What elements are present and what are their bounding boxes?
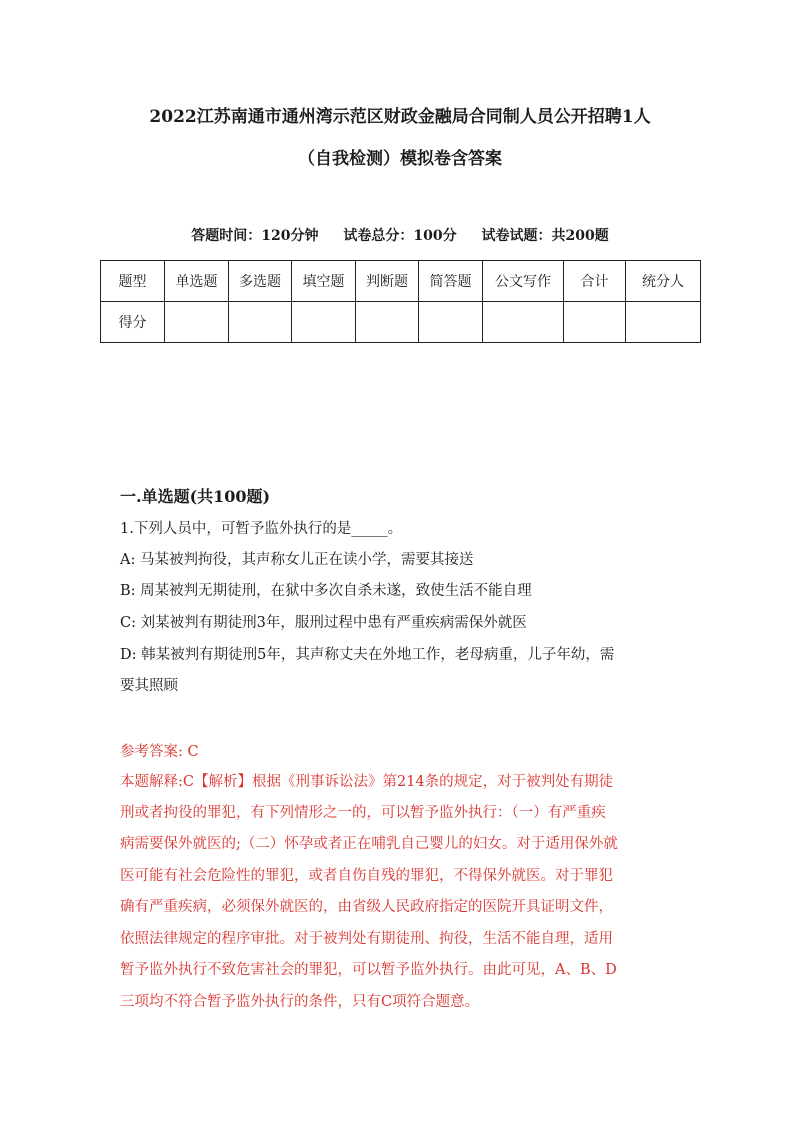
document-title-line-2: （自我检测）模拟卷含答案 <box>298 149 502 169</box>
score-table-header-row <box>101 261 701 302</box>
score-header-cell: 判断题 <box>356 261 419 302</box>
question-stem: 1.下列人员中，可暂予监外执行的是_____。 <box>120 521 403 537</box>
document-title-line-1: 2022江苏南通市通州湾示范区财政金融局合同制人员公开招聘1人 <box>149 107 651 127</box>
explanation-line: 医可能有社会危险性的罪犯，或者自伤自残的罪犯，不得保外就医。对于罪犯 <box>120 868 613 884</box>
score-cell-empty <box>626 302 701 343</box>
score-cell-empty <box>229 302 292 343</box>
option-d-continued: 要其照顾 <box>120 678 178 694</box>
section-heading: 一.单选题(共100题) <box>120 487 271 506</box>
option-b: B: 周某被判无期徒刑，在狱中多次自杀未遂，致使生活不能自理 <box>120 583 532 599</box>
answer-label: 参考答案: C <box>120 744 199 760</box>
option-c: C: 刘某被判有期徒刑3年，服刑过程中患有严重疾病需保外就医 <box>120 615 527 631</box>
score-table-score-row <box>101 302 701 343</box>
score-header-cell: 合计 <box>564 261 626 302</box>
exam-time: 答题时间：120分钟 <box>191 228 319 244</box>
explanation-line: 三项均不符合暂予监外执行的条件，只有C项符合题意。 <box>120 994 480 1010</box>
score-header-cell: 填空题 <box>292 261 356 302</box>
explanation-line: 本题解释:C【解析】根据《刑事诉讼法》第214条的规定，对于被判处有期徒 <box>120 774 614 790</box>
score-cell-empty <box>419 302 483 343</box>
score-row-label: 得分 <box>101 302 165 343</box>
score-cell-empty <box>165 302 229 343</box>
explanation-line: 依照法律规定的程序审批。对于被判处有期徒刑、拘役，生活不能自理，适用 <box>120 931 613 947</box>
option-d: D: 韩某被判有期徒刑5年，其声称丈夫在外地工作，老母病重，儿子年幼，需 <box>120 647 615 663</box>
score-header-cell: 统分人 <box>626 261 701 302</box>
exam-question-count: 试卷试题：共200题 <box>481 228 609 244</box>
explanation-line: 暂予监外执行不致危害社会的罪犯，可以暂予监外执行。由此可见，A、B、D <box>120 962 617 978</box>
score-cell-empty <box>292 302 356 343</box>
explanation-line: 确有严重疾病，必须保外就医的，由省级人民政府指定的医院开具证明文件， <box>120 899 613 915</box>
score-cell-empty <box>564 302 626 343</box>
score-header-cell: 公文写作 <box>483 261 564 302</box>
exam-meta <box>100 225 700 245</box>
score-cell-empty <box>356 302 419 343</box>
option-a: A: 马某被判拘役，其声称女儿正在读小学，需要其接送 <box>120 552 474 568</box>
score-header-cell: 简答题 <box>419 261 483 302</box>
explanation-line: 病需要保外就医的;（二）怀孕或者正在哺乳自己婴儿的妇女。对于适用保外就 <box>120 836 618 852</box>
score-header-cell: 题型 <box>101 261 165 302</box>
score-cell-empty <box>483 302 564 343</box>
score-header-cell: 多选题 <box>229 261 292 302</box>
score-header-cell: 单选题 <box>165 261 229 302</box>
score-table <box>100 260 701 343</box>
exam-total-score: 试卷总分：100分 <box>343 228 457 244</box>
explanation-line: 刑或者拘役的罪犯，有下列情形之一的，可以暂予监外执行：（一）有严重疾 <box>120 805 606 821</box>
